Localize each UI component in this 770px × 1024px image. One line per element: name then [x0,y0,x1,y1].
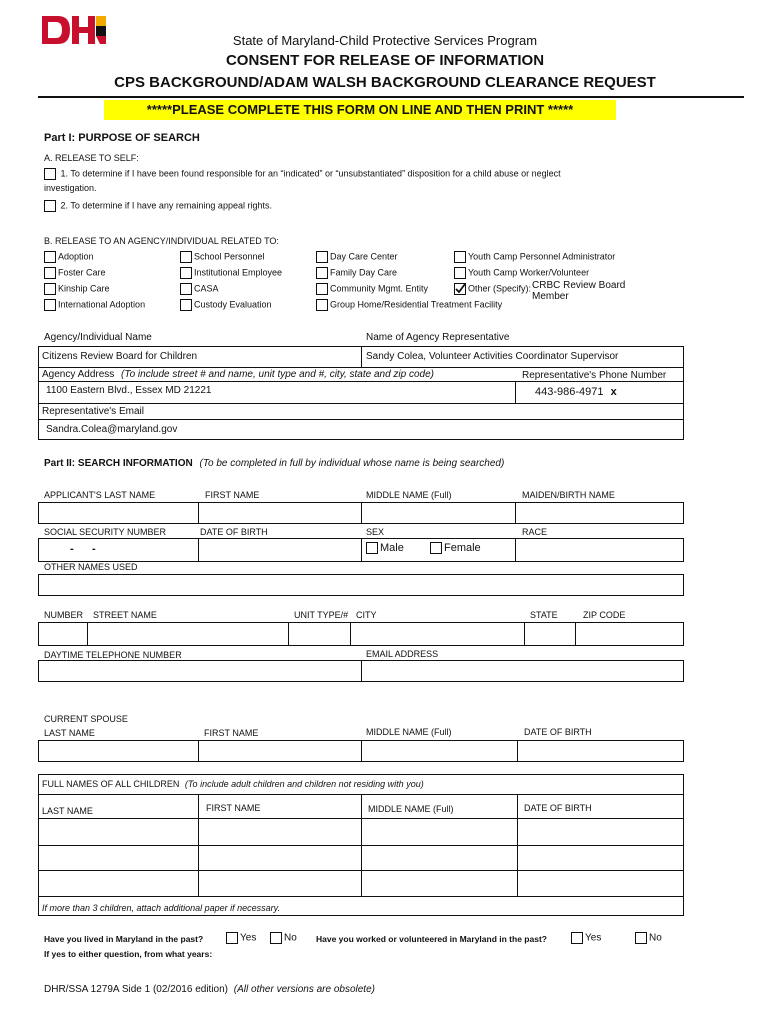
self-option-2-checkbox[interactable] [44,200,56,212]
release-to-self-label: A. RELEASE TO SELF: [44,153,139,163]
child-first-label: FIRST NAME [206,803,261,813]
part2-title: Part II: SEARCH INFORMATION (To be completed in full by individual whose name is being searched) [44,458,505,469]
ssn-col-div-3 [515,538,516,562]
state-line: State of Maryland-Child Protective Services Program [232,33,538,48]
agency-name-label: Agency/Individual Name [44,332,152,343]
race-label: RACE [522,527,548,537]
other-checkbox[interactable] [454,283,466,295]
worked-in-maryland-question: Have you worked or volunteered in Maryland in the past? [316,934,547,944]
contact-col-div [361,660,362,682]
sex-female-option: Female [430,542,481,554]
option-school-personnel: School Personnel [180,251,265,263]
option-community-mgmt: Community Mgmt. Entity [316,283,428,295]
city-label: CITY [356,610,377,620]
address-row [38,622,684,646]
option-family-day-care: Family Day Care [316,267,397,279]
lived-in-maryland-question: Have you lived in Maryland in the past? [44,934,204,944]
rep-phone-value[interactable]: 443-986-4971 x [535,386,617,398]
children-label: FULL NAMES OF ALL CHILDREN (To include adult children and children not residing with you) [42,779,424,789]
rep-name-label: Name of Agency Representative [366,332,510,343]
applicant-col-div-3 [515,502,516,524]
part1-title: Part I: PURPOSE OF SEARCH [44,132,200,144]
option-group-home: Group Home/Residential Treatment Facility [316,299,502,311]
checkmark-icon [454,283,466,295]
female-checkbox[interactable] [430,542,442,554]
address-row-divider [38,381,684,382]
rep-phone-label: Representative's Phone Number [522,370,667,381]
email-address-label: EMAIL ADDRESS [366,649,439,659]
agency-name-value[interactable]: Citizens Review Board for Children [42,351,198,362]
phone-col-divider [515,381,516,403]
casa-checkbox[interactable] [180,283,192,295]
option-international-adoption: International Adoption [44,299,145,311]
addr-col-div-1 [87,622,88,646]
option-institutional-employee: Institutional Employee [180,267,282,279]
header-rule [38,96,744,98]
sex-label: SEX [366,527,385,537]
agency-address-label: Agency Address (To include street # and name, unit type and #, city, state and zip code) [42,369,435,380]
middle-name-label: MIDDLE NAME (Full) [366,490,452,500]
lived-no-checkbox[interactable] [270,932,282,944]
child-last-label: LAST NAME [42,806,93,816]
email-row-divider [38,419,684,420]
lived-no-option: No [270,932,297,944]
number-label: NUMBER [44,610,84,620]
child-row-3-bottom [38,896,684,897]
addr-col-div-2 [288,622,289,646]
addr-col-div-3 [350,622,351,646]
spouse-last-label: LAST NAME [44,728,95,738]
worked-yes-checkbox[interactable] [571,932,583,944]
state-label: STATE [530,610,558,620]
youth-camp-worker-checkbox[interactable] [454,267,466,279]
youth-camp-admin-checkbox[interactable] [454,251,466,263]
release-to-agency-label: B. RELEASE TO AN AGENCY/INDIVIDUAL RELATED TO: [44,236,279,246]
applicant-col-div-1 [198,502,199,524]
child-col-div-3 [517,794,518,896]
daytime-phone-label: DAYTIME TELEPHONE NUMBER [44,650,182,660]
option-day-care-center: Day Care Center [316,251,398,263]
self-option-1-checkbox[interactable] [44,168,56,180]
years-question: If yes to either question, from what years: [44,949,213,959]
kinship-care-checkbox[interactable] [44,283,56,295]
street-label: STREET NAME [93,610,157,620]
foster-care-checkbox[interactable] [44,267,56,279]
option-adoption: Adoption [44,251,94,263]
school-personnel-checkbox[interactable] [180,251,192,263]
international-adoption-checkbox[interactable] [44,299,56,311]
lived-yes-option: Yes [226,932,256,944]
ssn-label: SOCIAL SECURITY NUMBER [44,527,167,537]
first-name-label: FIRST NAME [205,490,260,500]
child-dob-label: DATE OF BIRTH [524,803,592,813]
option-kinship-care: Kinship Care [44,283,110,295]
spouse-col-div-2 [361,740,362,762]
family-day-care-checkbox[interactable] [316,267,328,279]
custody-evaluation-checkbox[interactable] [180,299,192,311]
other-specify-value-2[interactable]: Member [532,291,569,302]
male-checkbox[interactable] [366,542,378,554]
dob-label: DATE OF BIRTH [200,527,268,537]
ssn-field[interactable]: - - [70,543,96,555]
community-mgmt-checkbox[interactable] [316,283,328,295]
option-youth-camp-admin: Youth Camp Personnel Administrator [454,251,615,263]
maiden-name-label: MAIDEN/BIRTH NAME [522,490,615,500]
child-col-div-2 [361,794,362,896]
spouse-col-div-3 [517,740,518,762]
option-foster-care: Foster Care [44,267,106,279]
ssn-col-div-1 [198,538,199,562]
spouse-first-label: FIRST NAME [204,728,259,738]
self-option-2: 2. To determine if I have any remaining appeal rights. [44,200,272,212]
agency-row-divider [38,367,684,368]
option-custody-evaluation: Custody Evaluation [180,299,272,311]
option-youth-camp-worker: Youth Camp Worker/Volunteer [454,267,589,279]
rep-email-label: Representative's Email [42,406,144,417]
applicant-col-div-2 [361,502,362,524]
ssn-col-div-2 [361,538,362,562]
print-banner: *****PLEASE COMPLETE THIS FORM ON LINE AND THEN PRINT ***** [104,100,616,120]
rep-name-value[interactable]: Sandy Colea, Volunteer Activities Coordinator Supervisor [366,351,619,362]
worked-no-option: No [635,932,662,944]
day-care-center-checkbox[interactable] [316,251,328,263]
addr-col-div-5 [575,622,576,646]
spouse-dob-label: DATE OF BIRTH [524,727,592,737]
option-casa: CASA [180,283,219,295]
adoption-checkbox[interactable] [44,251,56,263]
other-names-field[interactable] [38,574,684,596]
sex-male-option: Male [366,542,404,554]
worked-no-checkbox[interactable] [635,932,647,944]
agency-col-divider [361,346,362,367]
zip-label: ZIP CODE [583,610,626,620]
form-footer: DHR/SSA 1279A Side 1 (02/2016 edition) (All other versions are obsolete) [44,984,375,995]
spouse-col-div-1 [198,740,199,762]
institutional-employee-checkbox[interactable] [180,267,192,279]
phone-row-divider [38,403,684,404]
agency-address-value[interactable]: 1100 Eastern Blvd., Essex MD 21221 [46,385,212,396]
group-home-checkbox[interactable] [316,299,328,311]
self-option-1-cont: investigation. [44,183,97,193]
other-specify-value-1[interactable]: CRBC Review Board [532,280,626,291]
addr-col-div-4 [524,622,525,646]
lived-yes-checkbox[interactable] [226,932,238,944]
form-subtitle: CPS BACKGROUND/ADAM WALSH BACKGROUND CLEARANCE REQUEST [114,74,656,91]
unit-label: UNIT TYPE/# [294,610,349,620]
other-names-label: OTHER NAMES USED [44,562,138,572]
current-spouse-label: CURRENT SPOUSE [44,714,128,724]
child-col-div-1 [198,794,199,896]
form-title: CONSENT FOR RELEASE OF INFORMATION [225,52,545,69]
more-children-note: If more than 3 children, attach additional paper if necessary. [42,903,280,913]
child-middle-label: MIDDLE NAME (Full) [368,804,454,814]
option-other: Other (Specify): [454,283,531,295]
spouse-middle-label: MIDDLE NAME (Full) [366,727,452,737]
self-option-1: 1. To determine if I have been found responsible for an “indicated” or “unsubstantiated” disposition for a child abuse or neglect [44,168,561,180]
rep-email-value[interactable]: Sandra.Colea@maryland.gov [46,424,178,435]
worked-yes-option: Yes [571,932,601,944]
applicant-last-label: APPLICANT'S LAST NAME [44,490,156,500]
